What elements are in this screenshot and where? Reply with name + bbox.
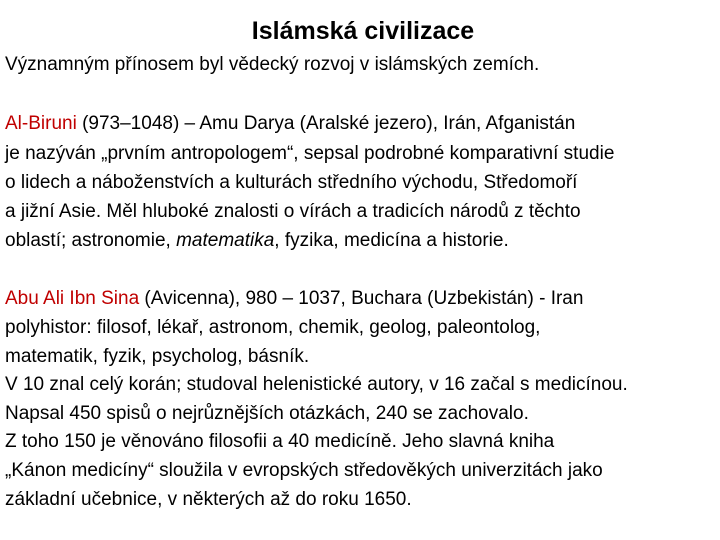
sina-text-line: polyhistor: filosof, lékař, astronom, chemik, geolog, paleontolog, (5, 317, 541, 338)
sina-heading-rest: (Avicenna), 980 – 1037, Buchara (Uzbekistán) - Iran (139, 288, 584, 309)
biruni-italic-subject: matematika (176, 230, 275, 251)
sina-text-line: V 10 znal celý korán; studoval helenistické autory, v 16 začal s medicínou. (5, 374, 628, 395)
biruni-text-line: a jižní Asie. Měl hluboké znalosti o vírách a tradicích národů z těchto (5, 201, 581, 222)
biruni-heading-rest: (973–1048) – Amu Darya (Aralské jezero), Irán, Afganistán (76, 113, 576, 134)
biruni-last-end: , fyzika, medicína a historie. (274, 230, 509, 251)
sina-text-line: Napsal 450 spisů o nejrůznějších otázkách, 240 se zachovalo. (5, 403, 529, 424)
sina-text-line: matematik, fyzik, psycholog, básník. (5, 346, 310, 367)
slide-title: Islámská civilizace (251, 17, 475, 45)
sina-name: Abu Ali Ibn Sina (5, 288, 140, 309)
biruni-text-line: o lidech a náboženstvích a kulturách středního východu, Středomoří (5, 172, 578, 193)
biruni-last-line (5, 229, 509, 253)
biruni-last-start: oblastí; astronomie, (5, 230, 177, 251)
sina-text-line: Z toho 150 je věnováno filosofii a 40 medicíně. Jeho slavná kniha (5, 431, 555, 452)
intro-text: Významným přínosem byl vědecký rozvoj v islámských zemích. (5, 54, 540, 75)
biruni-text-line: je nazýván „prvním antropologem“, sepsal podrobné komparativní studie (5, 143, 615, 164)
biruni-heading-line (5, 112, 575, 136)
sina-text-line: základní učebnice, v některých až do roku 1650. (5, 489, 412, 510)
sina-text-line: „Kánon medicíny“ sloužila v evropských středověkých univerzitách jako (5, 460, 603, 481)
biruni-name: Al-Biruni (5, 113, 77, 134)
sina-heading-line (5, 287, 583, 311)
